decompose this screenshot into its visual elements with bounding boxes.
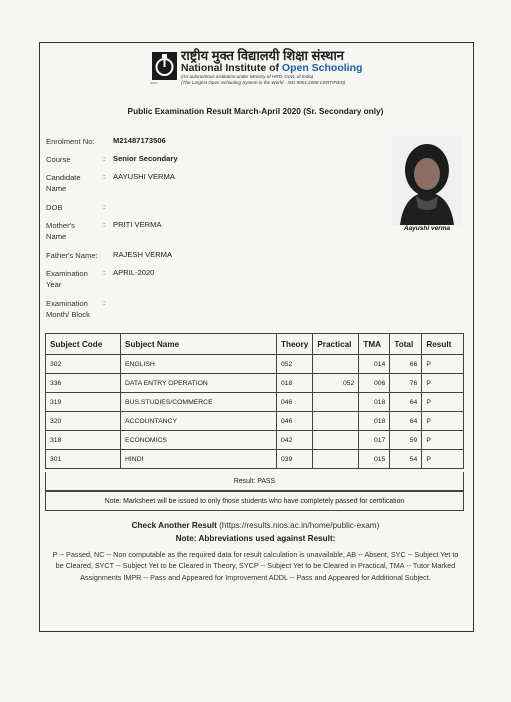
cell-result: P — [422, 412, 464, 431]
cell-subject: HINDI — [121, 450, 277, 469]
page-title: Public Examination Result March-April 2020 (Sr. Secondary only) — [127, 106, 384, 116]
cell-total: 66 — [390, 355, 422, 374]
cell-theory: 042 — [277, 431, 313, 450]
enrolment-label: Enrolment No: — [46, 137, 95, 146]
check-another-result: Check Another Result (https://results.nios.ac.in/home/public-exam) — [131, 521, 380, 530]
course-value: Senior Secondary — [113, 154, 178, 163]
cell-subject: ENGLISH — [121, 355, 277, 374]
cell-tma: 015 — [359, 450, 390, 469]
cell-code: 319 — [46, 393, 121, 412]
cell-subject: BUS.STUDIES/COMMERCE — [121, 393, 277, 412]
candidate-label: Candidate Name — [46, 173, 81, 193]
cell-total: 64 — [390, 412, 422, 431]
marksheet-note: Note: Marksheet will be issued to only those students who have completely passed for certification — [45, 491, 464, 511]
cell-theory: 018 — [277, 374, 313, 393]
org-name-english: National Institute of Open Schooling — [181, 62, 363, 74]
cell-code: 318 — [46, 431, 121, 450]
exam-month-label: Examination Month/ Block — [46, 299, 90, 319]
exam-month-colon: : — [103, 298, 106, 307]
abbreviations-title: Note: Abbreviations used against Result: — [175, 534, 336, 543]
cell-code: 336 — [46, 374, 121, 393]
cell-subject: ECONOMICS — [121, 431, 277, 450]
org-tagline-2: (The Largest Open Schooling System in the World - ISO 9001:2008 CERTIFIED) — [181, 80, 346, 85]
cell-practical: 052 — [313, 374, 359, 393]
photo-signature: Aayushi verma — [403, 225, 451, 232]
cell-practical — [313, 431, 359, 450]
cell-result: P — [422, 355, 464, 374]
cell-theory: 052 — [277, 355, 313, 374]
cell-result: P — [422, 393, 464, 412]
header-result: Result — [422, 334, 464, 355]
header-subject-code: Subject Code — [46, 334, 121, 355]
mother-colon: : — [103, 220, 106, 229]
course-label: Course — [46, 155, 71, 164]
student-photo — [392, 136, 462, 225]
logo-caption: NIOS — [150, 81, 158, 85]
mother-label: Mother's Name — [46, 221, 75, 241]
exam-year-label: Examination Year — [46, 269, 88, 289]
mother-value: PRITI VERMA — [113, 220, 162, 229]
header-total: Total — [390, 334, 422, 355]
cell-practical — [313, 450, 359, 469]
cell-total: 76 — [390, 374, 422, 393]
father-label: Father's Name: — [46, 251, 98, 260]
cell-practical — [313, 412, 359, 431]
check-result-link[interactable]: (https://results.nios.ac.in/home/public-exam) — [219, 521, 380, 530]
cell-theory: 039 — [277, 450, 313, 469]
org-name-hindi: राष्ट्रीय मुक्त विद्यालयी शिक्षा संस्थान — [181, 48, 345, 63]
table-row — [46, 412, 464, 431]
cell-tma: 018 — [359, 412, 390, 431]
cell-theory: 046 — [277, 412, 313, 431]
cell-practical — [313, 393, 359, 412]
header-tma: TMA — [359, 334, 390, 355]
dob-label: DOB — [46, 203, 63, 212]
cell-total: 64 — [390, 393, 422, 412]
table-row — [46, 393, 464, 412]
dob-colon: : — [103, 202, 106, 211]
exam-year-colon: : — [103, 268, 106, 277]
cell-practical — [313, 355, 359, 374]
exam-year-value: APRIL-2020 — [113, 268, 155, 277]
candidate-value: AAYUSHI VERMA — [113, 172, 175, 181]
cell-tma: 017 — [359, 431, 390, 450]
cell-tma: 006 — [359, 374, 390, 393]
cell-result: P — [422, 431, 464, 450]
father-value: RAJESH VERMA — [113, 250, 173, 259]
table-row — [46, 355, 464, 374]
table-header-row — [46, 334, 464, 355]
header-practical: Practical — [313, 334, 359, 355]
cell-tma: 014 — [359, 355, 390, 374]
course-colon: : — [103, 154, 106, 163]
cell-code: 302 — [46, 355, 121, 374]
candidate-colon: : — [103, 172, 106, 181]
cell-code: 301 — [46, 450, 121, 469]
org-tagline-1: (An autonomous institution under Ministry of HRD, Govt. of India) — [181, 74, 314, 79]
cell-theory: 046 — [277, 393, 313, 412]
cell-result: P — [422, 374, 464, 393]
cell-subject: ACCOUNTANCY — [121, 412, 277, 431]
header-theory: Theory — [277, 334, 313, 355]
table-row — [46, 374, 464, 393]
overall-result: Result: PASS — [45, 472, 464, 491]
cell-total: 54 — [390, 450, 422, 469]
cell-tma: 018 — [359, 393, 390, 412]
portrait-image — [392, 136, 462, 225]
header-subject-name: Subject Name — [121, 334, 277, 355]
cell-total: 59 — [390, 431, 422, 450]
cell-result: P — [422, 450, 464, 469]
cell-subject: DATA ENTRY OPERATION — [121, 374, 277, 393]
table-row — [46, 431, 464, 450]
table-row — [46, 450, 464, 469]
results-table — [45, 333, 464, 469]
enrolment-value: M21487173506 — [113, 136, 166, 145]
nios-logo-icon — [152, 52, 177, 80]
abbreviations-text: P -- Passed, NC -- Non computable as the required data for result calculation is unavailable, AB -- Absent, SYC -- Subject Yet to be Cleared, SYCT -- Subject Yet to be Cleared in Theory, SYCP -- Subject Yet to be Cleared in Practical, TMA -- Tutor Marked Assignments IMPR -- Pass and Appeared for Improvement ADDL -- Pass and Appeared for Additional Subject. — [52, 550, 459, 582]
cell-code: 320 — [46, 412, 121, 431]
